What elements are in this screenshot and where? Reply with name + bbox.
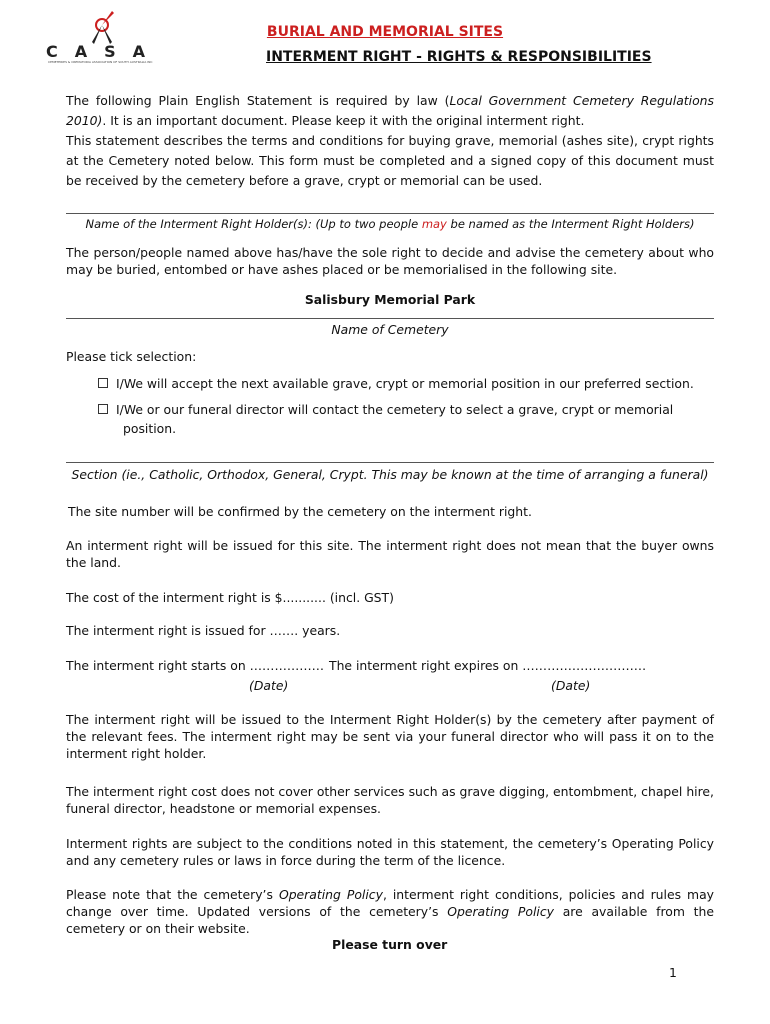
option-next-available[interactable] [98,374,718,393]
section-line[interactable] [66,462,714,463]
intro-regulation: Local Government Cemetery Regulations 2010) [66,93,714,128]
start-date-text: The interment right starts on ……………… [66,658,325,673]
holder-caption [66,217,714,231]
section-caption: Section (ie., Catholic, Orthodox, General, Crypt. This may be known at the time of arranging a funeral) [71,467,709,482]
note-text-e: are available from the cemetery or on their website. [66,904,715,936]
start-date-label: (Date) [249,678,289,693]
note-text-a: Please note that the cemetery’s [66,887,279,902]
issued-site-text: An interment right will be issued for this site. The interment right does not mean that the buyer owns the land. [66,538,714,570]
option-contact-cemetery-label-cont: position. [123,421,177,436]
option-contact-cemetery[interactable] [98,400,718,438]
note-operating-policy-2: Operating Policy [447,904,554,919]
turn-over-text: Please turn over [332,937,448,952]
option-next-available-label: I/We will accept the next available grave, crypt or memorial position in our preferred section. [116,376,694,391]
page-number: 1 [669,965,677,980]
checkbox-next-available[interactable] [98,378,108,388]
holder-caption-text: Name of the Interment Right Holder(s): (Up to two people [85,217,422,231]
checkbox-contact-cemetery[interactable] [98,404,108,414]
selection-prompt: Please tick selection: [66,349,197,364]
note-paragraph [66,886,714,937]
logo-letters: CASA [46,42,163,61]
note-operating-policy: Operating Policy [278,887,383,902]
intro-paragraph [66,91,714,191]
cemetery-line [66,318,714,319]
option-contact-cemetery-label: I/We or our funeral director will contact the cemetery to select a grave, crypt or memorial [116,402,674,417]
cemetery-name: Salisbury Memorial Park [304,292,476,307]
document-title: BURIAL AND MEMORIAL SITES [266,24,504,40]
intro-terms: This statement describes the terms and conditions for buying grave, memorial (ashes site), crypt rights at the Cemetery noted below. This form must be completed and a signed copy of this document must be received by the cemetery before a grave, crypt or memorial can be used. [66,133,714,188]
expiry-date-text: The interment right expires on ………………………… [329,658,647,673]
intro-text-start: The following Plain English Statement is required by law ( [66,93,450,108]
site-number-text: The site number will be confirmed by the cemetery on the interment right. [68,504,532,519]
holder-caption-text-end: be named as the Interment Right Holders) [446,217,695,231]
issued-holder-text: The interment right will be issued to the Interment Right Holder(s) by the cemetery after payment of the relevant fees. The interment right may be sent via your funeral director who will pass it on to the interment right holder. [66,712,714,761]
intro-text-end: . It is an important document. Please keep it with the original interment right. [102,113,585,128]
conditions-text: Interment rights are subject to the conditions noted in this statement, the cemetery’s Operating Policy and any cemetery rules or laws in force during the term of the licence. [66,836,714,868]
expiry-date-label: (Date) [551,678,591,693]
logo-subtitle: CEMETERIES & CREMATORIA ASSOCIATION OF SOUTH AUSTRALIA INC [48,60,153,64]
holder-caption-may: may [421,217,447,231]
years-text: The interment right is issued for ……. years. [66,623,341,638]
note-text-c: , interment right conditions, policies and rules may change over time. Updated versions of the cemetery’s [66,887,715,919]
sole-right-paragraph: The person/people named above has/have the sole right to decide and advise the cemetery about who may be buried, entombed or have ashes placed or be memorialised in the following site. [66,245,714,277]
document-subtitle: INTERMENT RIGHT - RIGHTS & RESPONSIBILITIES [266,49,652,65]
cemetery-caption: Name of Cemetery [331,322,449,337]
cost-text: The cost of the interment right is $........... (incl. GST) [66,590,394,605]
not-cover-text: The interment right cost does not cover other services such as grave digging, entombment, chapel hire, funeral director, headstone or memorial expenses. [66,784,714,816]
holder-name-line[interactable] [66,213,714,214]
